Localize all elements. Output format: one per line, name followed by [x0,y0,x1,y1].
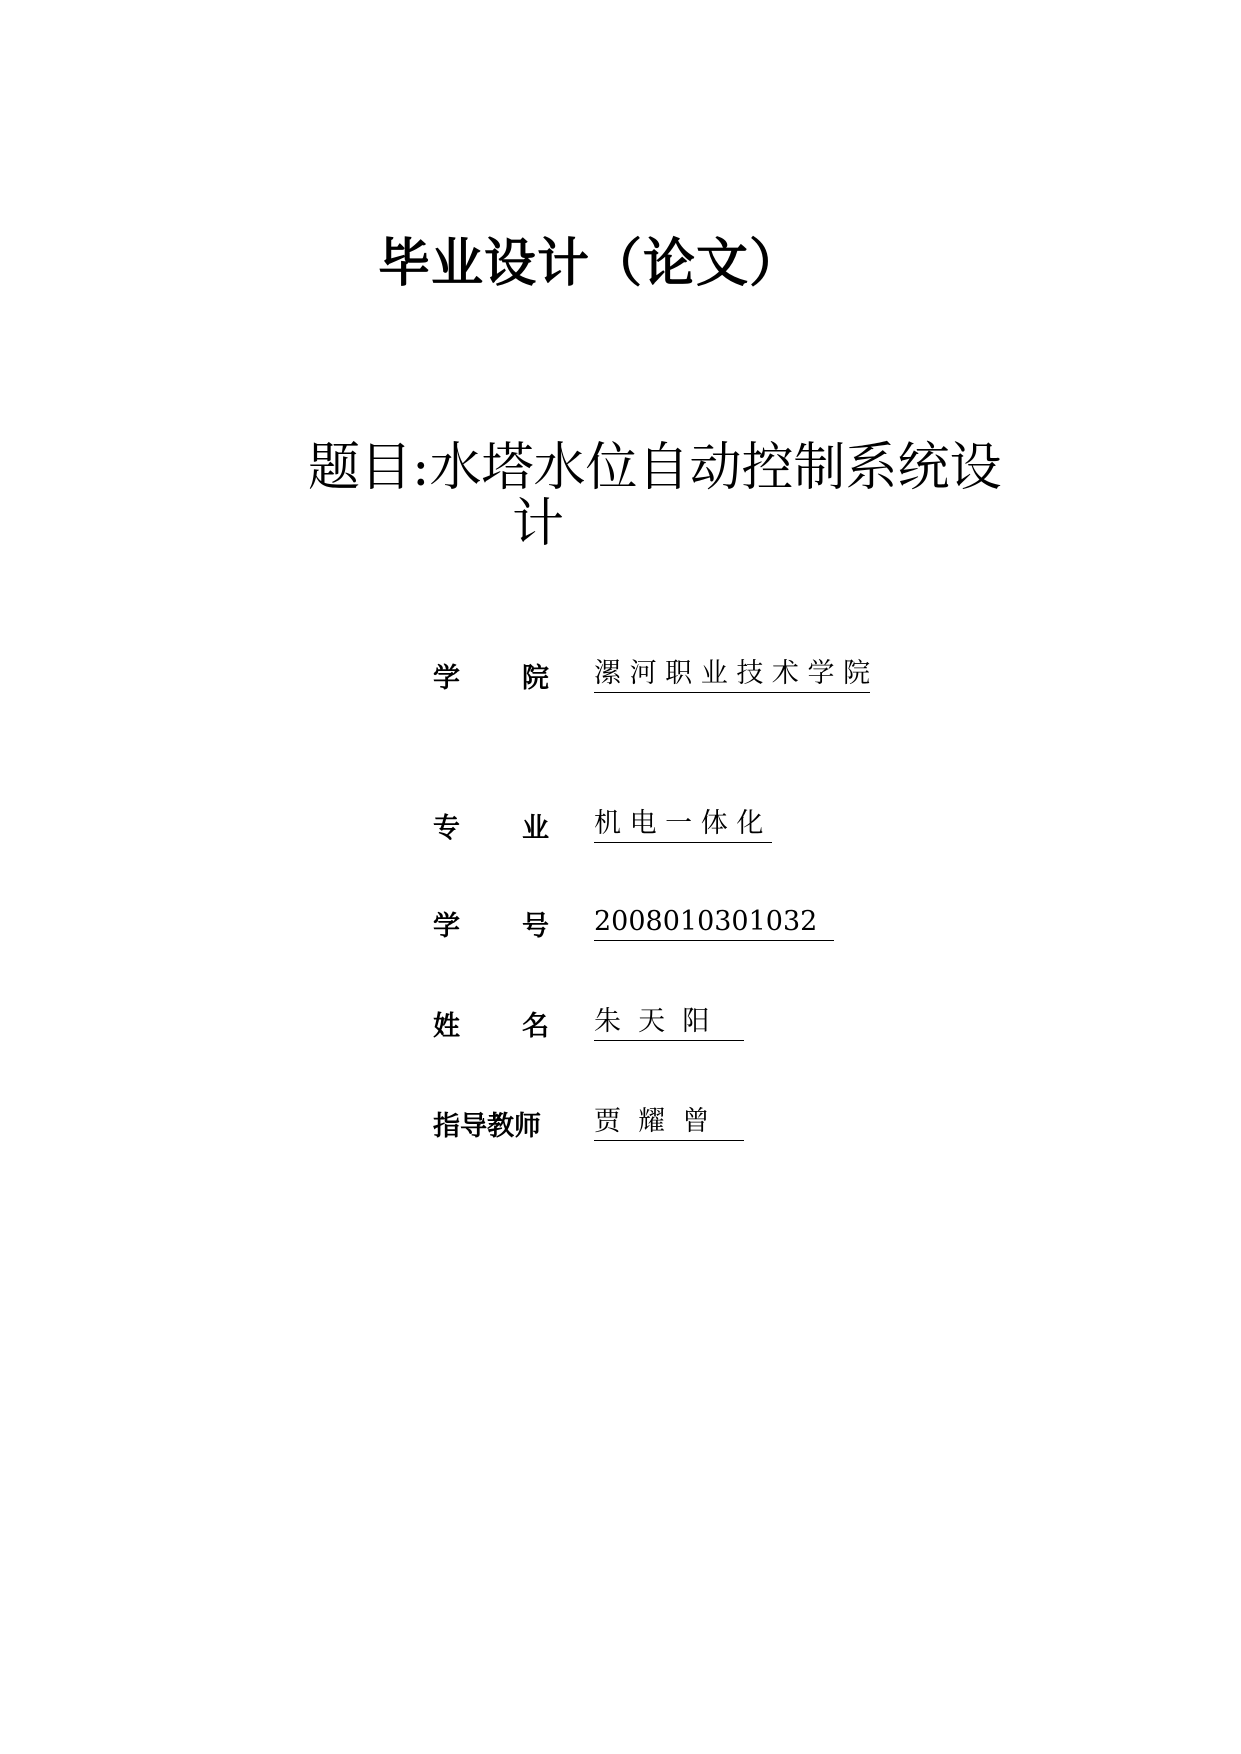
advisor-value: 贾 耀 曾 [594,1105,744,1141]
major-label-char2: 业 [522,812,549,844]
student-id-label-char2: 号 [522,910,549,942]
student-id-label-char1: 学 [433,910,460,942]
thesis-topic [308,440,1002,552]
college-label-char2: 院 [522,662,549,694]
info-row-college [433,655,870,695]
info-row-advisor [433,1103,744,1143]
name-label [433,1004,549,1043]
major-label [433,806,549,845]
name-label-char1: 姓 [433,1010,460,1042]
info-row-major [433,805,772,845]
topic-label: 题目: [308,438,430,498]
student-id-label [433,904,549,943]
info-row-name [433,1003,744,1043]
name-value: 朱 天 阳 [594,1005,744,1041]
major-label-char1: 专 [433,812,460,844]
name-label-char2: 名 [522,1010,549,1042]
info-row-student-id [433,903,834,943]
topic-text-line2: 计 [512,494,565,554]
college-label-char1: 学 [433,662,460,694]
major-value: 机 电 一 体 化 [594,807,772,843]
document-title: 毕业设计（论文） [378,234,803,294]
topic-text-line1: 水塔水位自动控制系统设 [429,438,1002,498]
college-label [433,656,549,695]
advisor-label: 指导教师 [433,1110,541,1142]
student-id-value: 2008010301032 [594,905,834,941]
college-value: 漯 河 职 业 技 术 学 院 [594,657,870,693]
